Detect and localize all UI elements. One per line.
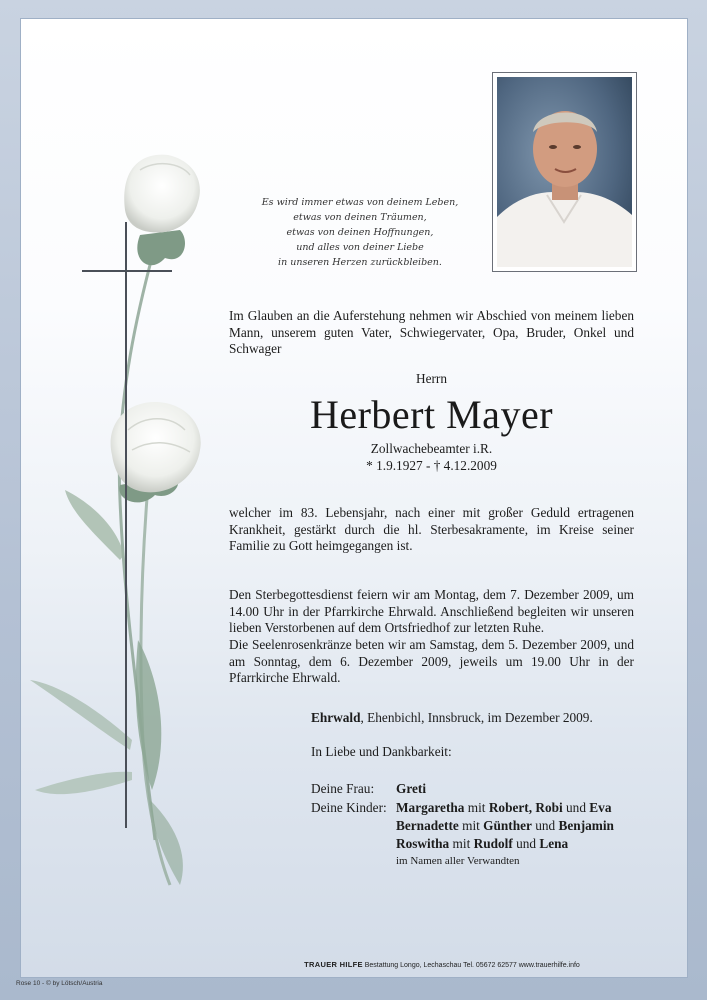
deceased-title: Zollwachebeamter i.R. <box>370 441 493 456</box>
poem-line: in unseren Herzen zurückbleiben. <box>278 257 442 268</box>
place-rest: , Ehenbichl, Innsbruck, im Dezember 2009. <box>360 710 593 725</box>
wife-label: Deine Frau: <box>311 781 375 796</box>
relatives-line: im Namen aller Verwandten <box>396 855 520 867</box>
place-town: Ehrwald <box>311 710 361 725</box>
deceased-name: Herbert Mayer <box>309 392 554 437</box>
closing-line: In Liebe und Dankbarkeit: <box>311 744 452 759</box>
place-date-line <box>311 710 593 727</box>
life-dates: * 1.9.1927 - † 4.12.2009 <box>366 458 497 473</box>
partner-name: Robert, Robi <box>488 800 563 815</box>
footer-text: Bestattung Longo, Lechaschau Tel. 05672 62577 www.trauerhilfe.info <box>364 962 580 969</box>
connector: mit <box>458 818 484 833</box>
salutation: Herrn <box>415 371 447 386</box>
connector: mit <box>449 836 474 851</box>
grandchild-name: Benjamin <box>558 818 614 833</box>
cross-horizontal <box>82 270 172 272</box>
partner-name: Rudolf <box>473 836 513 851</box>
poem <box>260 195 460 270</box>
connector: und <box>562 800 590 815</box>
intro-paragraph: Im Glauben an die Auferstehung nehmen wir Abschied von meinem lieben Mann, unserem guten Vater, Schwiegervater, Opa, Bruder, Onkel und Schwager <box>229 308 634 356</box>
cross-vertical <box>125 222 127 828</box>
grandchild-name: Lena <box>539 836 569 851</box>
wife-name <box>396 781 426 798</box>
child-name: Roswitha <box>396 836 450 851</box>
footer <box>262 960 622 969</box>
poem-line: etwas von deinen Träumen, <box>293 212 427 223</box>
rosary-paragraph: Die Seelenrosenkränze beten wir am Samstag, dem 5. Dezember 2009, und am Sonntag, dem 6. Dezember 2009, jeweils um 19.00 Uhr in der Pfarrkirche Ehrwald. <box>229 637 634 685</box>
children-label: Deine Kinder: <box>311 800 387 815</box>
wife-name-text: Greti <box>396 781 427 796</box>
poem-line: und alles von deiner Liebe <box>296 242 424 253</box>
footer-brand: TRAUER HILFE <box>304 960 363 969</box>
portrait-photo <box>497 77 632 267</box>
connector: und <box>531 818 559 833</box>
image-credit: Rose 10 - © by Lötsch/Austria <box>16 980 103 987</box>
grandchild-name: Eva <box>589 800 612 815</box>
connector: mit <box>464 800 489 815</box>
poem-line: etwas von deinen Hoffnungen, <box>286 227 434 238</box>
connector: und <box>512 836 540 851</box>
poem-line: Es wird immer etwas von deinem Leben, <box>261 197 459 208</box>
portrait-frame <box>492 72 637 272</box>
child-name: Bernadette <box>396 818 459 833</box>
passing-paragraph: welcher im 83. Lebensjahr, nach einer mit großer Geduld ertragenen Krankheit, gestärkt durch die hl. Sterbesakramente, im Kreise seiner Familie zu Gott heimgegangen ist. <box>229 505 634 553</box>
funeral-paragraph: Den Sterbegottesdienst feiern wir am Montag, dem 7. Dezember 2009, um 14.00 Uhr in der Pfarrkirche Ehrwald. Anschließend begleiten wir unseren lieben Verstorbenen auf dem Ortsfriedhof zur letzten Ruhe. <box>229 587 634 635</box>
children-row <box>396 818 614 835</box>
children-row <box>396 836 568 853</box>
child-name: Margaretha <box>396 800 465 815</box>
children-row <box>396 800 611 817</box>
partner-name: Günther <box>483 818 532 833</box>
